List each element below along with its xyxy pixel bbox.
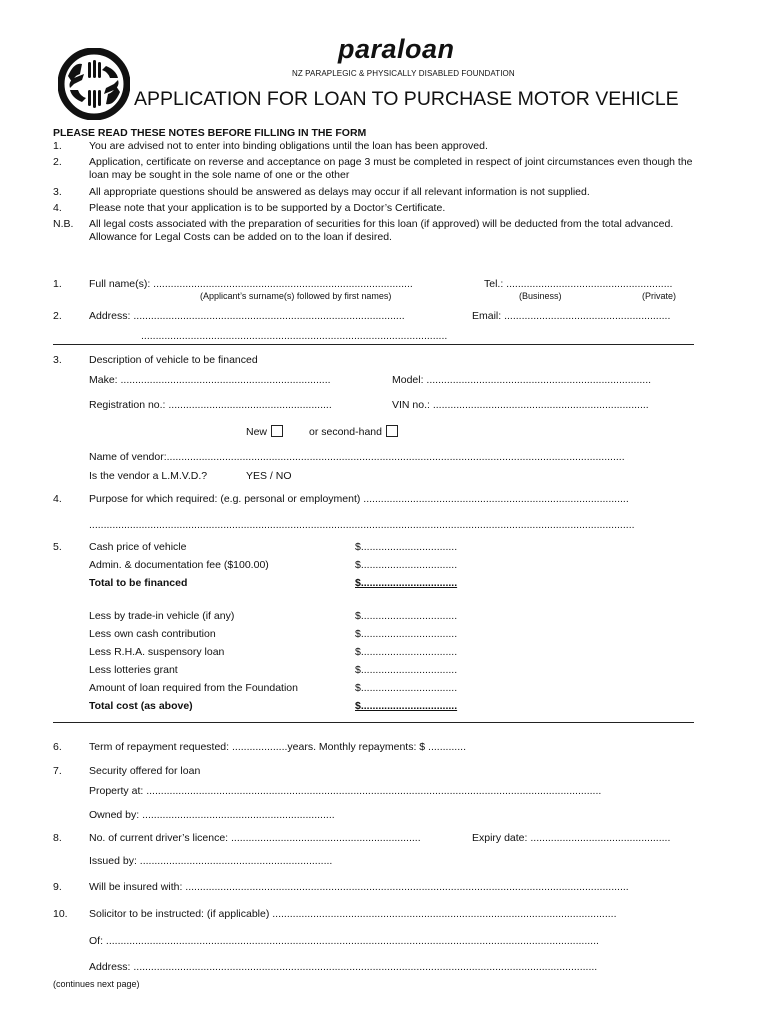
property-field[interactable]: Property at: ............................................................................................................................................................ [89, 785, 602, 797]
solicitor-address-field[interactable]: Address: ............................................................................................................................................................... [89, 961, 598, 973]
second-hand-checkbox[interactable] [386, 425, 398, 437]
cost-value[interactable]: $................................. [355, 610, 458, 622]
model-field[interactable]: Model: ............................................................................. [392, 374, 652, 386]
address-field[interactable]: Address: ............................................................................................. [89, 310, 405, 322]
lmvd-answer[interactable]: YES / NO [246, 470, 292, 482]
cost-value[interactable]: $................................. [355, 628, 458, 640]
total-cost-value[interactable]: $................................. [355, 700, 458, 712]
solicitor-field[interactable]: Solicitor to be instructed: (if applicable) ...................................................................................................................... [89, 908, 617, 920]
brand-name: paraloan [338, 34, 455, 64]
note-text: Please note that your application is to be supported by a Doctor’s Certificate. [89, 202, 446, 214]
cost-value[interactable]: $................................. [355, 541, 458, 553]
business-caption: (Business) [519, 291, 562, 301]
total-financed-value[interactable]: $................................. [355, 577, 458, 589]
note-number: N.B. [53, 218, 74, 230]
note-number: 2. [53, 156, 62, 168]
form-title: APPLICATION FOR LOAN TO PURCHASE MOTOR VEHICLE [134, 88, 679, 110]
make-field[interactable]: Make: ........................................................................ [89, 374, 331, 386]
repayment-field[interactable]: Term of repayment requested: ...................years. Monthly repayments: $ ............. [89, 741, 466, 753]
security-heading: Security offered for loan [89, 765, 201, 777]
cost-label: Less R.H.A. suspensory loan [89, 646, 225, 658]
full-name-field[interactable]: Full name(s): ......................................................................................... [89, 278, 413, 290]
cost-value[interactable]: $................................. [355, 559, 458, 571]
note-text: You are advised not to enter into binding obligations until the loan has been approved. [89, 140, 488, 152]
note-text: Application, certificate on reverse and acceptance on page 3 must be completed in respect of joint circumstances even though the loan may be sought in the sole name of one or the other [89, 156, 693, 181]
cost-label: Admin. & documentation fee ($100.00) [89, 559, 269, 571]
owned-by-field[interactable]: Owned by: .................................................................. [89, 809, 335, 821]
vin-field[interactable]: VIN no.: .......................................................................... [392, 399, 649, 411]
second-hand-option [309, 425, 398, 438]
cost-label: Amount of loan required from the Foundation [89, 682, 298, 694]
notes-heading: PLEASE READ THESE NOTES BEFORE FILLING IN THE FORM [53, 127, 367, 139]
insurer-field[interactable]: Will be insured with: ........................................................................................................................................................ [89, 881, 629, 893]
section-divider [53, 722, 694, 723]
licence-field[interactable]: No. of current driver’s licence: ................................................................. [89, 832, 421, 844]
section-number: 7. [53, 765, 62, 777]
note-text: All appropriate questions should be answered as delays may occur if all relevant information is not supplied. [89, 186, 590, 198]
new-checkbox[interactable] [271, 425, 283, 437]
paraloan-logo [58, 48, 130, 120]
total-financed-label: Total to be financed [89, 577, 188, 589]
new-option [246, 425, 283, 438]
cost-label: Less by trade-in vehicle (if any) [89, 610, 235, 622]
cost-label: Cash price of vehicle [89, 541, 187, 553]
note-text: All legal costs associated with the preparation of securities for this loan (if approved) will be deducted from the total advanced. Allowance for Legal Costs can be added on to the loan if desired. [89, 218, 674, 243]
foundation-name: NZ PARAPLEGIC & PHYSICALLY DISABLED FOUNDATION [292, 69, 515, 78]
note-number: 3. [53, 186, 62, 198]
new-label: New [246, 426, 268, 438]
cost-value[interactable]: $................................. [355, 646, 458, 658]
purpose-field[interactable]: Purpose for which required: (e.g. personal or employment) ........................................................................................... [89, 493, 629, 505]
expiry-field[interactable]: Expiry date: ................................................ [472, 832, 671, 844]
total-cost-label: Total cost (as above) [89, 700, 193, 712]
section-number: 10. [53, 908, 68, 920]
section-number: 2. [53, 310, 62, 322]
lmvd-question: Is the vendor a L.M.V.D.? [89, 470, 208, 482]
cost-label: Less own cash contribution [89, 628, 216, 640]
issued-by-field[interactable]: Issued by: .................................................................. [89, 855, 333, 867]
registration-field[interactable]: Registration no.: ........................................................ [89, 399, 332, 411]
private-caption: (Private) [642, 291, 677, 301]
continues-note: (continues next page) [53, 979, 140, 989]
section-number: 8. [53, 832, 62, 844]
email-field[interactable]: Email: ......................................................... [472, 310, 671, 322]
vehicle-heading: Description of vehicle to be financed [89, 354, 258, 366]
purpose-field-line2[interactable]: ........................................................................................................................................................................................... [89, 519, 635, 531]
section-number: 5. [53, 541, 62, 553]
section-number: 1. [53, 278, 62, 290]
cost-label: Less lotteries grant [89, 664, 178, 676]
full-name-caption: (Applicant’s surname(s) followed by first names) [200, 291, 392, 301]
section-divider [53, 344, 694, 345]
note-number: 4. [53, 202, 62, 214]
section-number: 4. [53, 493, 62, 505]
cost-value[interactable]: $................................. [355, 682, 458, 694]
note-number: 1. [53, 140, 62, 152]
solicitor-of-field[interactable]: Of: ......................................................................................................................................................................... [89, 935, 599, 947]
address-field-line2[interactable]: ......................................................................................................... [141, 330, 448, 342]
section-number: 9. [53, 881, 62, 893]
cost-value[interactable]: $................................. [355, 664, 458, 676]
telephone-field[interactable]: Tel.: ......................................................... [484, 278, 673, 290]
vendor-field[interactable]: Name of vendor:............................................................................................................................................................. [89, 451, 625, 463]
second-hand-label: or second-hand [309, 426, 382, 438]
section-number: 6. [53, 741, 62, 753]
section-number: 3. [53, 354, 62, 366]
